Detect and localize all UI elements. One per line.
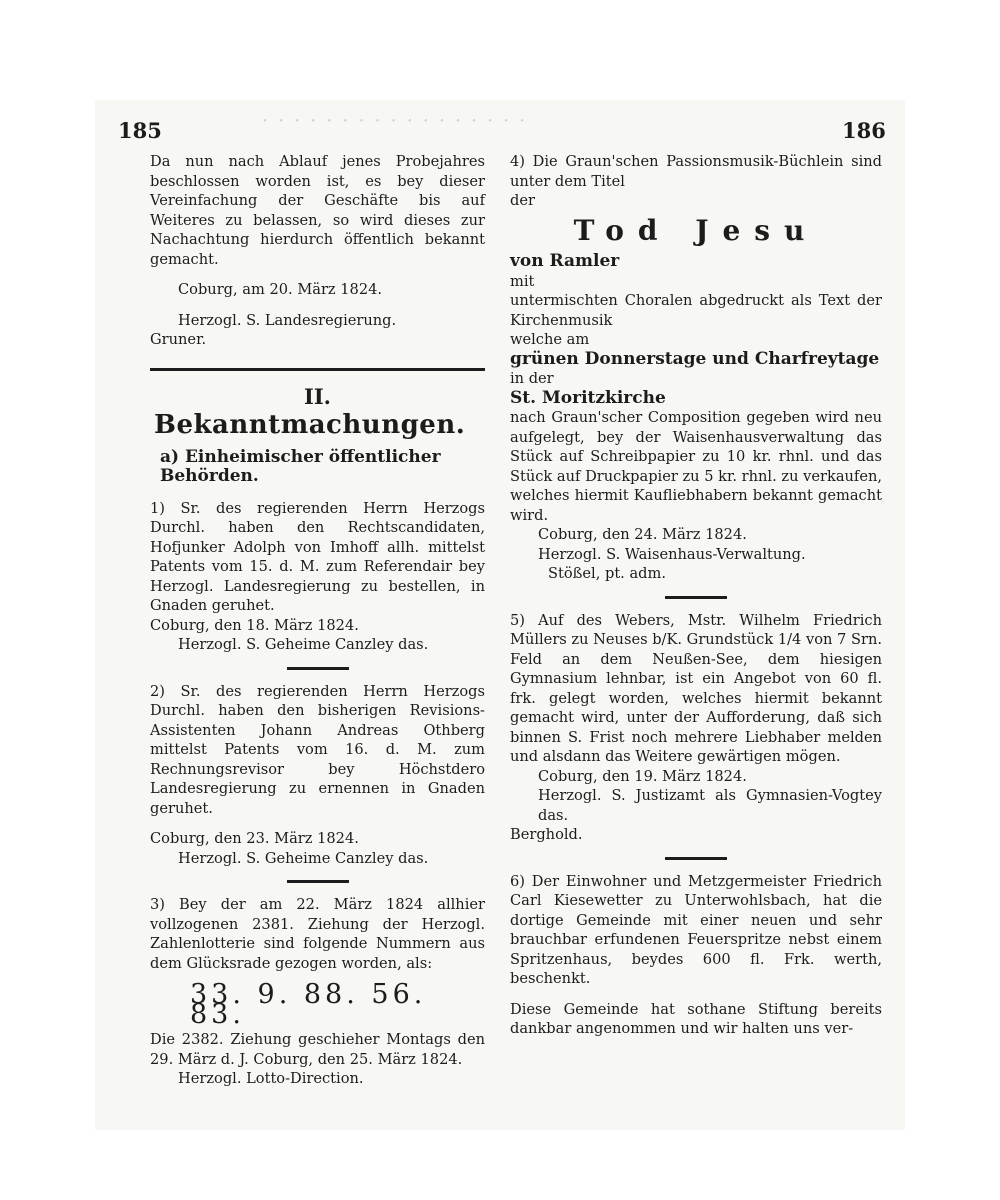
title-mit: mit [510,272,535,290]
signature-name: Gruner. [150,331,207,348]
date-line: Coburg, am 20. März 1824. [178,281,383,298]
title-in-der: in der [510,370,554,387]
signature-name: Stößel, pt. adm. [548,565,666,582]
section-number: II. [304,383,331,409]
title-holidays: grünen Donnerstage und Charfreytage [510,348,880,369]
date-line: Coburg, den 23. März 1824. [150,830,359,847]
title-description: untermischten Choralen abgedruckt als Text der Kirchenmusik [510,292,882,329]
announcement-5: 5) Auf des Webers, Mstr. Wilhelm Friedrich Müllers zu Neuses b/K. Grundstück 1/4 von 7 Srn. Feld an dem Neußen-See, dem hiesigen Gymnasium lehnbar, ist ein Angebot von 60 fl. frk. gelegt worden, welches hiermit bekannt gemacht wird, unter der Aufforderung, daß sich binnen S. Frist noch mehrere Liebhaber melden und alsdann das Weitere gewärtigen mögen. [510,611,882,765]
announcement-1: 1) Sr. des regierenden Herrn Herzogs Durchl. haben den Rechtscandidaten, Hofjunker Adolph von Imhoff allh. mittelst Patents vom 15. d. M. zum Referendair bey Herzogl. Landesregierung zu bestellen, in Gnaden geruhet. [150,499,485,614]
announcement-6-continued: Diese Gemeinde hat sothane Stiftung bereits dankbar angenommen und wir halten uns ver- [510,1000,882,1037]
announcement-6: 6) Der Einwohner und Metzgermeister Friedrich Carl Kiesewetter zu Unterwohlsbach, hat die dortige Gemeinde mit einer neuen und sehr brauchbar erfundenen Feuerspritze nebst einem Spritzenhaus, beydes 600 fl. Frk. werth, beschenkt. [510,872,882,987]
short-divider [287,667,349,670]
date-line: Coburg, den 19. März 1824. [538,767,747,785]
title-welche-am: welche am [510,331,590,348]
signature-line: Herzogl. S. Geheime Canzley das. [178,636,429,653]
lottery-numbers: 33. 9. 88. 56. 83. [190,979,427,1030]
announcement-3-continued: Die 2382. Ziehung geschieher Montags den 29. März d. J. Coburg, den 25. März 1824. [150,1031,485,1068]
subsection-title: a) Einheimischer öffentlicher Behörden. [160,446,441,486]
intro-paragraph: Da nun nach Ablauf jenes Probejahres beschlossen worden ist, es bey dieser Vereinfachung der Geschäfte bis auf Weiteres zu belassen, so wird dieses zur Nachachtung hierdurch öffentlich bekannt gemacht. [150,153,485,268]
bleed-through-header: · · · · · · · · · · · · · · · · · [262,110,528,132]
signature-name: Berghold. [510,826,583,843]
signature-line: Herzogl. S. Geheime Canzley das. [178,849,429,867]
announcement-3: 3) Bey der am 22. März 1824 allhier vollzogenen 2381. Ziehung der Herzogl. Zahlenlotterie sind folgende Nummern aus dem Glücksrade gezogen worden, als: [150,896,485,972]
signature-line: Herzogl. Lotto-Direction. [178,1070,364,1087]
section-title: Bekanntmachungen. [154,410,466,440]
right-column [510,152,882,1039]
short-divider [665,596,727,599]
signature-authority: Herzogl. S. Justizamt als Gymnasien-Vogtey das. [538,787,882,824]
section-divider [150,368,485,371]
page-number-right: 186 [842,118,886,143]
date-line: Coburg, den 18. März 1824. [150,616,359,634]
work-title: Tod Jesu [573,213,819,247]
title-der: der [510,192,535,209]
announcement-2: 2) Sr. des regierenden Herrn Herzogs Durchl. haben den bisherigen Revisions-Assistenten Johann Andreas Othberg mittelst Patents vom 16. d. M. zum Rechnungsrevisor bey Höchstdero Landesregierung zu ernennen in Gnaden geruhet. [150,682,485,817]
signature-authority: Herzogl. S. Landesregierung. [178,311,397,329]
short-divider [665,857,727,860]
left-column [150,152,485,1089]
announcement-4-body: nach Graun'scher Composition gegeben wird neu aufgelegt, bey der Waisenhausverwaltung das Stück auf Schreibpapier zu 10 kr. rhnl. und das Stück auf Druckpapier zu 5 kr. rhnl. zu verkaufen, welches hiermit Kaufliebhabern bekannt gemacht wird. [510,409,882,524]
date-line: Coburg, den 24. März 1824. [538,526,747,543]
signature-authority: Herzogl. S. Waisenhaus-Verwaltung. [538,545,806,563]
short-divider [287,880,349,883]
title-church: St. Moritzkirche [510,387,666,408]
page-number-left: 185 [118,118,162,143]
announcement-4-intro: 4) Die Graun'schen Passionsmusik-Büchlein sind unter dem Titel [510,153,882,190]
author-line: von Ramler [510,251,620,271]
